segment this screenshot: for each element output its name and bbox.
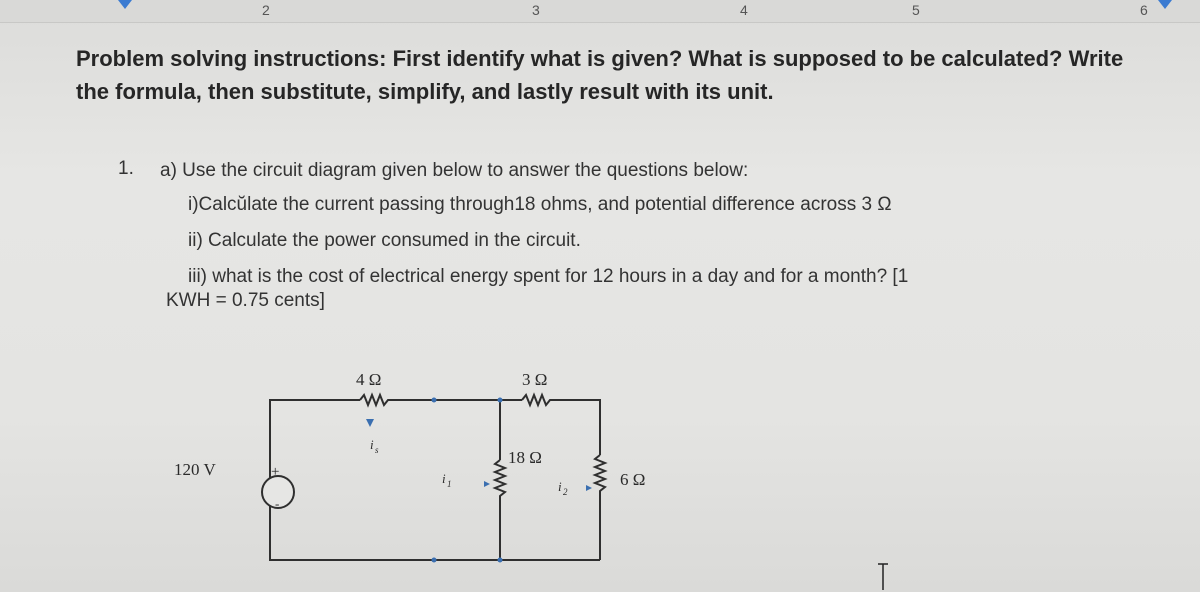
question-item-ii: ii) Calculate the power consumed in the circuit. (188, 230, 581, 251)
resistor-18ohm (495, 460, 505, 560)
resistor-4ohm (360, 395, 434, 405)
junction-dot (498, 398, 503, 403)
instructions-heading: Problem solving instructions: First identify what is given? What is supposed to be calculated? Write the formula, then substitute, simplify, and lastly result with its unit. (76, 46, 1124, 104)
ruler-number: 5 (912, 2, 920, 18)
minus-sign: - (275, 496, 280, 511)
question-item-iii-continued: KWH = 0.75 cents] (166, 290, 325, 311)
plus-sign: + (271, 464, 280, 480)
ruler (0, 0, 1200, 23)
wire-bottom (270, 495, 600, 560)
current-i2-label: i (558, 479, 562, 494)
question-number: 1. (118, 158, 134, 179)
resistor-6ohm (595, 455, 605, 560)
tab-marker-icon[interactable] (1158, 0, 1172, 9)
r3-label: 18 Ω (508, 448, 542, 467)
current-i-label: i (370, 437, 374, 452)
ruler-number: 6 (1140, 2, 1148, 18)
r2-label: 3 Ω (522, 370, 548, 389)
junction-dot (432, 398, 437, 403)
r4-label: 6 Ω (620, 470, 646, 489)
current-i1-subscript: 1 (447, 479, 452, 489)
current-i2-subscript: 2 (563, 487, 568, 497)
question-part-a: a) Use the circuit diagram given below to answer the questions below: (160, 160, 749, 181)
current-arrow-icon (366, 419, 374, 427)
ruler-number: 4 (740, 2, 748, 18)
current-i1-label: i (442, 471, 446, 486)
resistor-3ohm (522, 395, 600, 455)
ruler-number: 2 (262, 2, 270, 18)
circuit-diagram (160, 355, 680, 580)
current-i-subscript: s (375, 445, 379, 455)
r1-label: 4 Ω (356, 370, 382, 389)
text-cursor-icon (876, 562, 890, 592)
question-item-i: i)Calcŭlate the current passing through18 ohms, and potential difference across 3 Ω (188, 194, 892, 215)
current-arrow-icon (586, 485, 592, 491)
question-item-iii: iii) what is the cost of electrical energy spent for 12 hours in a day and for a month? [1 (188, 266, 909, 287)
ruler-number: 3 (532, 2, 540, 18)
tab-marker-icon[interactable] (118, 0, 132, 9)
junction-dot (432, 558, 437, 563)
current-arrow-icon (484, 481, 490, 487)
junction-dot (498, 558, 503, 563)
source-label: 120 V (174, 460, 216, 479)
